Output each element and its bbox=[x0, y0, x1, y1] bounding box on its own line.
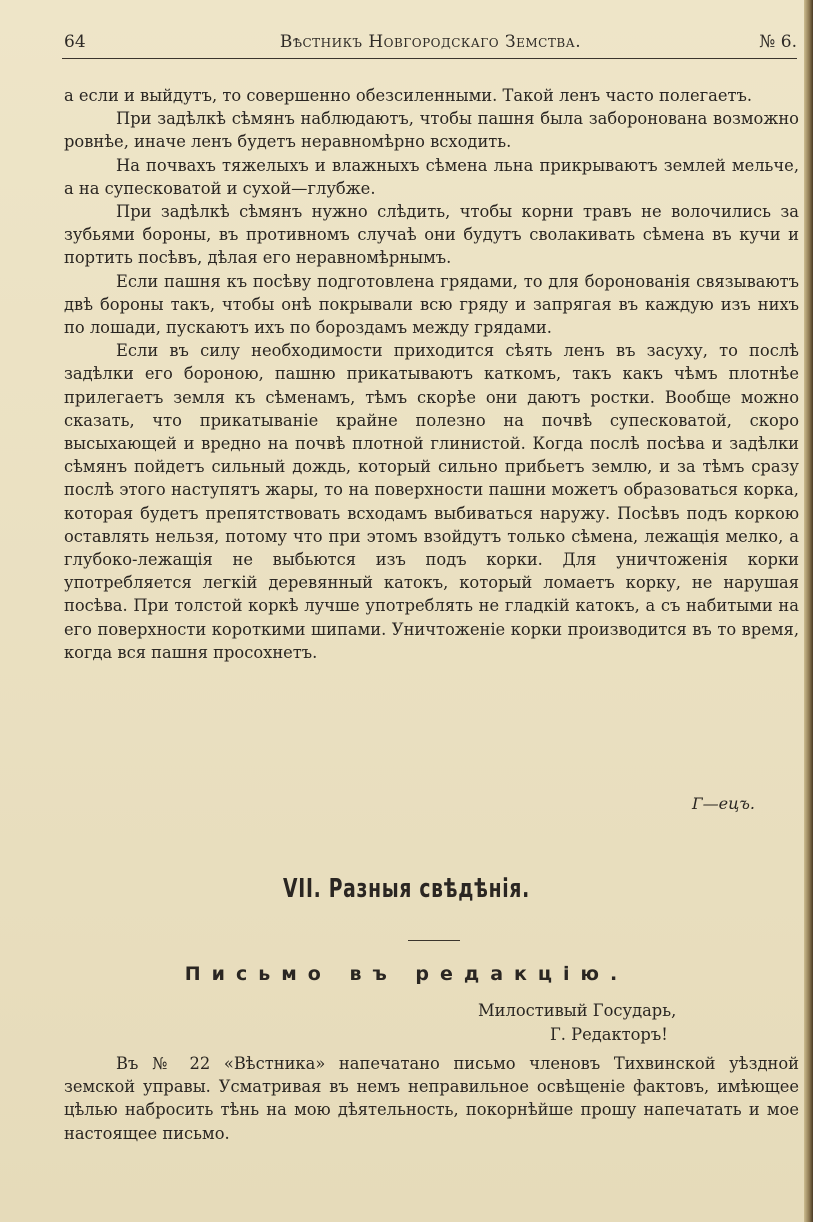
paragraph: При задѣлкѣ сѣмянъ нужно слѣдить, чтобы корни травъ не волочились за зубьями бороны, въ противномъ случаѣ они будутъ сволакивать сѣмена въ кучи и портить посѣвъ, дѣлая его неравномѣрнымъ. bbox=[64, 202, 799, 268]
journal-title: Вѣстникъ Новгородскаго Земства. bbox=[279, 32, 582, 52]
author-signature: Г—ецъ. bbox=[692, 794, 755, 813]
issue-number: № 6. bbox=[759, 32, 797, 52]
paragraph: Если пашня къ посѣву подготовлена грядами, то для боронованія связываютъ двѣ бороны такъ, чтобы онѣ покрывали всю гряду и запрягая въ каждую изъ нихъ по лошади, пускаютъ ихъ по бороздамъ между грядами. bbox=[64, 271, 799, 338]
paragraph: Въ № 22 «Вѣстника» напечатано письмо членовъ Тихвинской уѣздной земской управы. Усматривая въ немъ неправильное освѣщеніе фактовъ, имѣющее цѣлью набросить тѣнь на мою дѣятельность, покорнѣйше прошу напечатать и мое настоящее письмо. bbox=[64, 1054, 799, 1143]
page-number: 64 bbox=[64, 32, 86, 52]
section-heading: VII. Разныя свѣдѣнія. bbox=[283, 874, 530, 904]
page-edge bbox=[804, 0, 813, 1222]
article-body bbox=[64, 84, 799, 664]
divider bbox=[408, 940, 460, 941]
letter-title: Письмо въ редакцію. bbox=[184, 963, 629, 985]
paragraph: Если въ силу необходимости приходится сѣять ленъ въ засуху, то послѣ задѣлки его бороною, пашню прикатываютъ каткомъ, такъ какъ чѣмъ плотнѣе прилегаетъ земля къ сѣменамъ, тѣмъ скорѣе они даютъ ростки. Вообще можно сказать, что прикатываніе крайне полезно на почвѣ супесковатой, скоро высыхающей и вредно на почвѣ плотной глинистой. Когда послѣ посѣва и задѣлки сѣмянъ пойдетъ сильный дождь, который сильно прибьетъ землю, и за тѣмъ сразу послѣ этого наступятъ жары, то на поверхности пашни можетъ образоваться корка, которая будетъ препятствовать всходамъ выбиваться наружу. Посѣвъ подъ коркою оставлять нельзя, потому что при этомъ взойдутъ только сѣмена, лежащія мелко, а глубоко-лежащія не выбьются изъ подъ корки. Для уничтоженія корки употребляется легкій деревянный катокъ, который ломаетъ корку, не нарушая посѣва. При толстой коркѣ лучше употреблять не гладкій катокъ, а съ набитыми на его поверхности короткими шипами. Уничтоженіе корки производится въ то время, когда вся пашня просохнетъ. bbox=[64, 341, 799, 662]
letter-body bbox=[64, 1052, 799, 1145]
paragraph: На почвахъ тяжелыхъ и влажныхъ сѣмена льна прикрываютъ землей мельче, а на супесковатой и сухой—глубже. bbox=[64, 155, 799, 198]
paragraph: При задѣлкѣ сѣмянъ наблюдаютъ, чтобы пашня была заборонована возможно ровнѣе, иначе ленъ будетъ неравномѣрно всходить. bbox=[64, 109, 799, 152]
salutation bbox=[478, 999, 676, 1047]
salutation-line: Г. Редакторъ! bbox=[550, 1025, 668, 1044]
header-rule bbox=[62, 58, 797, 59]
paragraph: а если и выйдутъ, то совершенно обезсиленными. Такой ленъ часто полегаетъ. bbox=[64, 86, 753, 105]
salutation-line: Милостивый Государь, bbox=[478, 1001, 677, 1020]
page-header bbox=[64, 30, 797, 56]
